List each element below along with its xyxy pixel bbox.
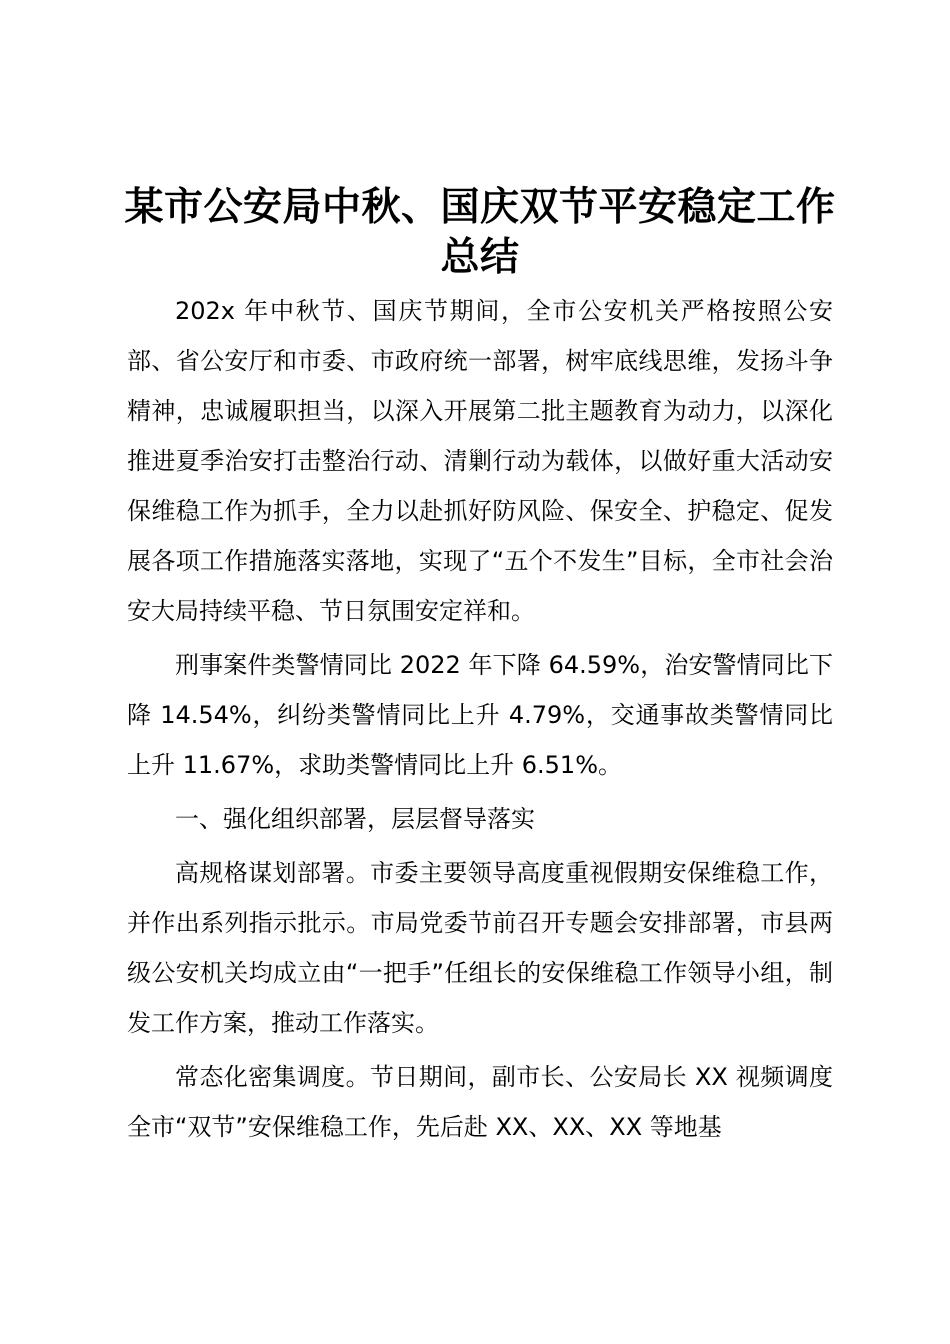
section-paragraph: 高规格谋划部署。市委主要领导高度重视假期安保维稳工作，并作出系列指示批示。市局党委节前召开专题会安排部署，市县两级公安机关均成立由“一把手”任组长的安保维稳工作领导小组，制发工作方案，推动工作落实。 xyxy=(127,859,833,1037)
section-paragraph: 常态化密集调度。节日期间，副市长、公安局长 XX 视频调度全市“双节”安保维稳工作，先后赴 XX、XX、XX 等地基 xyxy=(127,1063,833,1141)
document-title: 某市公安局中秋、国庆双节平安稳定工作总结 xyxy=(124,184,836,280)
intro-paragraph: 202x 年中秋节、国庆节期间，全市公安机关严格按照公安部、省公安厅和市委、市政府统一部署，树牢底线思维，发扬斗争精神，忠诚履职担当，以深入开展第二批主题教育为动力，以深化推进夏季治安打击整治行动、清剿行动为载体，以做好重大活动安保维稳工作为抓手，全力以赴抓好防风险、保安全、护稳定、促发展各项工作措施落实落地，实现了“五个不发生”目标，全市社会治安大局持续平稳、节日氛围安定祥和。 xyxy=(127,297,833,625)
document-page xyxy=(124,182,836,1152)
section-heading: 一、强化组织部署，层层督导落实 xyxy=(175,805,535,833)
statistics-paragraph: 刑事案件类警情同比 2022 年下降 64.59%，治安警情同比下降 14.54%，纠纷类警情同比上升 4.79%，交通事故类警情同比上升 11.67%，求助类警情同比上升 6.51%。 xyxy=(127,651,833,779)
